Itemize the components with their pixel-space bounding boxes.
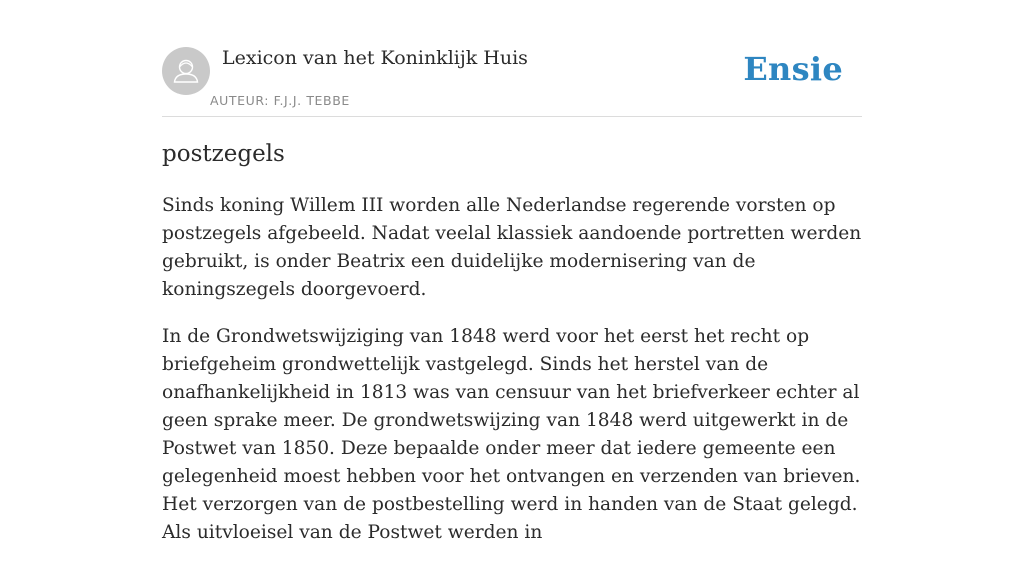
entry-content (162, 192, 862, 566)
header (162, 46, 862, 117)
brand-logo[interactable]: Ensie (743, 50, 843, 88)
user-placeholder-icon (162, 47, 210, 95)
author-label[interactable]: AUTEUR: F.J.J. TEBBE (210, 93, 350, 108)
entry-paragraph: Sinds koning Willem III worden alle Nederlandse regerende vorsten op postzegels afgebeeld. Nadat veelal klassiek aandoende portretten werden gebruikt, is onder Beatrix een duidelijke modernisering van de koningszegels doorgevoerd. (162, 195, 862, 300)
book-title[interactable]: Lexicon van het Koninklijk Huis (222, 47, 528, 69)
entry-title: postzegels (162, 141, 285, 167)
entry-paragraph: In de Grondwetswijziging van 1848 werd voor het eerst het recht op briefgeheim grondwettelijk vastgelegd. Sinds het herstel van de onafhankelijkheid in 1813 was van censuur van het briefverkeer echter al geen sprake meer. De grondwetswijzing van 1848 werd uitgewerkt in de Postwet van 1850. Deze bepaalde onder meer dat iedere gemeente een gelegenheid moest hebben voor het ontvangen en verzenden van brieven. Het verzorgen van de postbestelling werd in handen van de Staat gelegd. Als uitvloeisel van de Postwet werden in (162, 326, 861, 543)
author-avatar[interactable] (162, 47, 210, 95)
